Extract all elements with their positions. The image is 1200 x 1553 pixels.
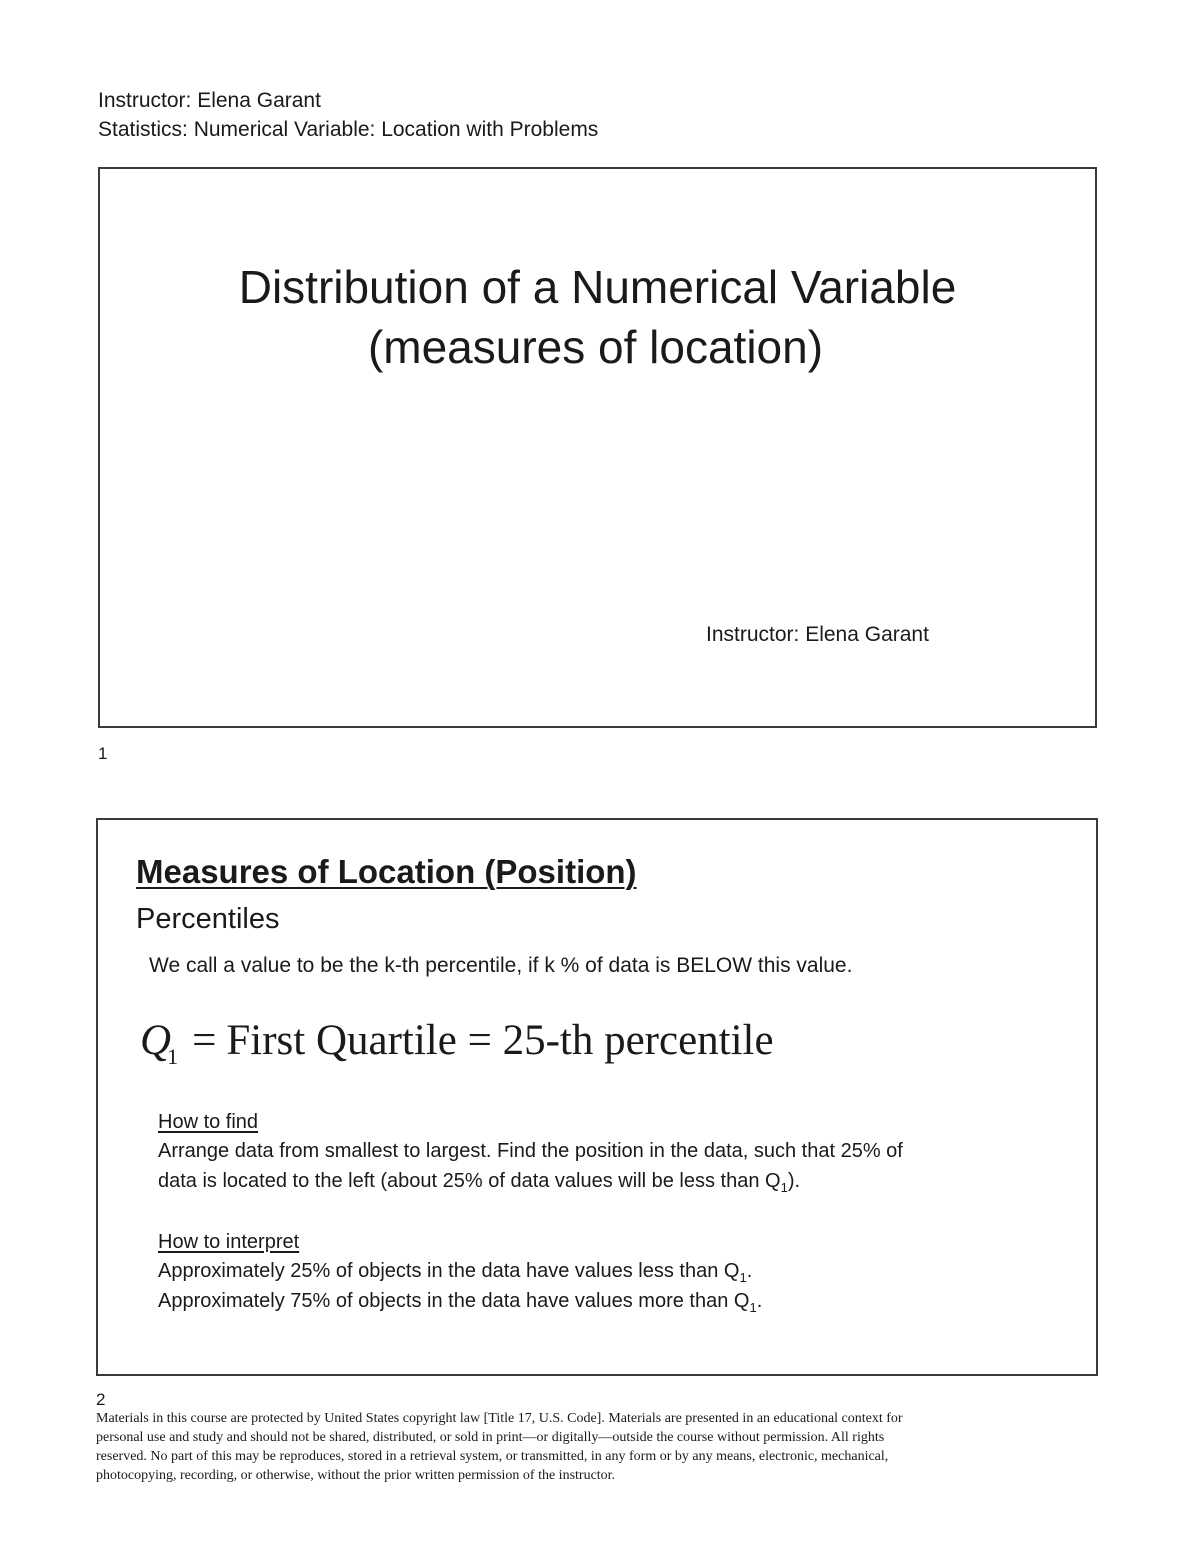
how-to-interpret-line-1-text: Approximately 25% of objects in the data have values less than Q (158, 1260, 740, 1282)
slide2-subheading: Percentiles (136, 903, 280, 935)
slide-1 (98, 167, 1097, 728)
how-to-find-line-2-subscript: 1 (780, 1180, 788, 1195)
percentile-definition: We call a value to be the k-th percentile, if k % of data is BELOW this value. (149, 954, 853, 977)
copyright-line-1: Materials in this course are protected by United States copyright law [Title 17, U.S. Code]. Materials are presented in an educational context for (96, 1411, 903, 1426)
slide1-instructor: Instructor: Elena Garant (706, 623, 929, 646)
how-to-interpret-line-1-subscript: 1 (739, 1270, 747, 1285)
how-to-find-line-2-text: data is located to the left (about 25% of data values will be less than Q (158, 1170, 781, 1192)
copyright-line-2: personal use and study and should not be shared, distributed, or sold in print—or digitally—outside the course without permission. All rights (96, 1430, 885, 1445)
copyright-line-3: reserved. No part of this may be reproduces, stored in a retrieval system, or transmitted, in any form or by any means, electronic, mechanical, (96, 1449, 889, 1464)
slide1-title-line1: Distribution of a Numerical Variable (238, 261, 957, 313)
slide1-title-line2: (measures of location) (367, 321, 824, 373)
quartile-formula (140, 1014, 774, 1074)
how-to-interpret-line-2-subscript: 1 (749, 1300, 757, 1315)
how-to-interpret-line-2 (158, 1286, 762, 1318)
how-to-interpret-line-1-end: . (746, 1260, 753, 1282)
how-to-find-line-1: Arrange data from smallest to largest. Find the position in the data, such that 25% of (158, 1140, 903, 1162)
copyright-notice (96, 1409, 1066, 1485)
formula-symbol: Q (140, 1017, 172, 1064)
how-to-find-label: How to find (158, 1111, 259, 1133)
how-to-interpret-label: How to interpret (158, 1231, 300, 1253)
page-number-1: 1 (98, 744, 108, 763)
how-to-find-line-2 (158, 1166, 800, 1198)
how-to-find-line-2-end: ). (787, 1170, 801, 1192)
slide-2 (96, 818, 1098, 1376)
formula-subscript: 1 (167, 1044, 179, 1069)
formula-text: First Quartile = 25-th percentile (226, 1017, 774, 1064)
how-to-interpret-line-1 (158, 1256, 752, 1288)
slide2-heading: Measures of Location (Position) (136, 853, 637, 890)
how-to-interpret-line-2-end: . (756, 1290, 763, 1312)
header-course-title: Statistics: Numerical Variable: Location with Problems (98, 118, 599, 141)
page-number-2: 2 (96, 1390, 106, 1409)
how-to-interpret-line-2-text: Approximately 75% of objects in the data have values more than Q (158, 1290, 750, 1312)
copyright-line-4: photocopying, recording, or otherwise, without the prior written permission of the instructor. (96, 1468, 616, 1483)
header-instructor: Instructor: Elena Garant (98, 89, 321, 112)
formula-equals: = (192, 1017, 217, 1064)
